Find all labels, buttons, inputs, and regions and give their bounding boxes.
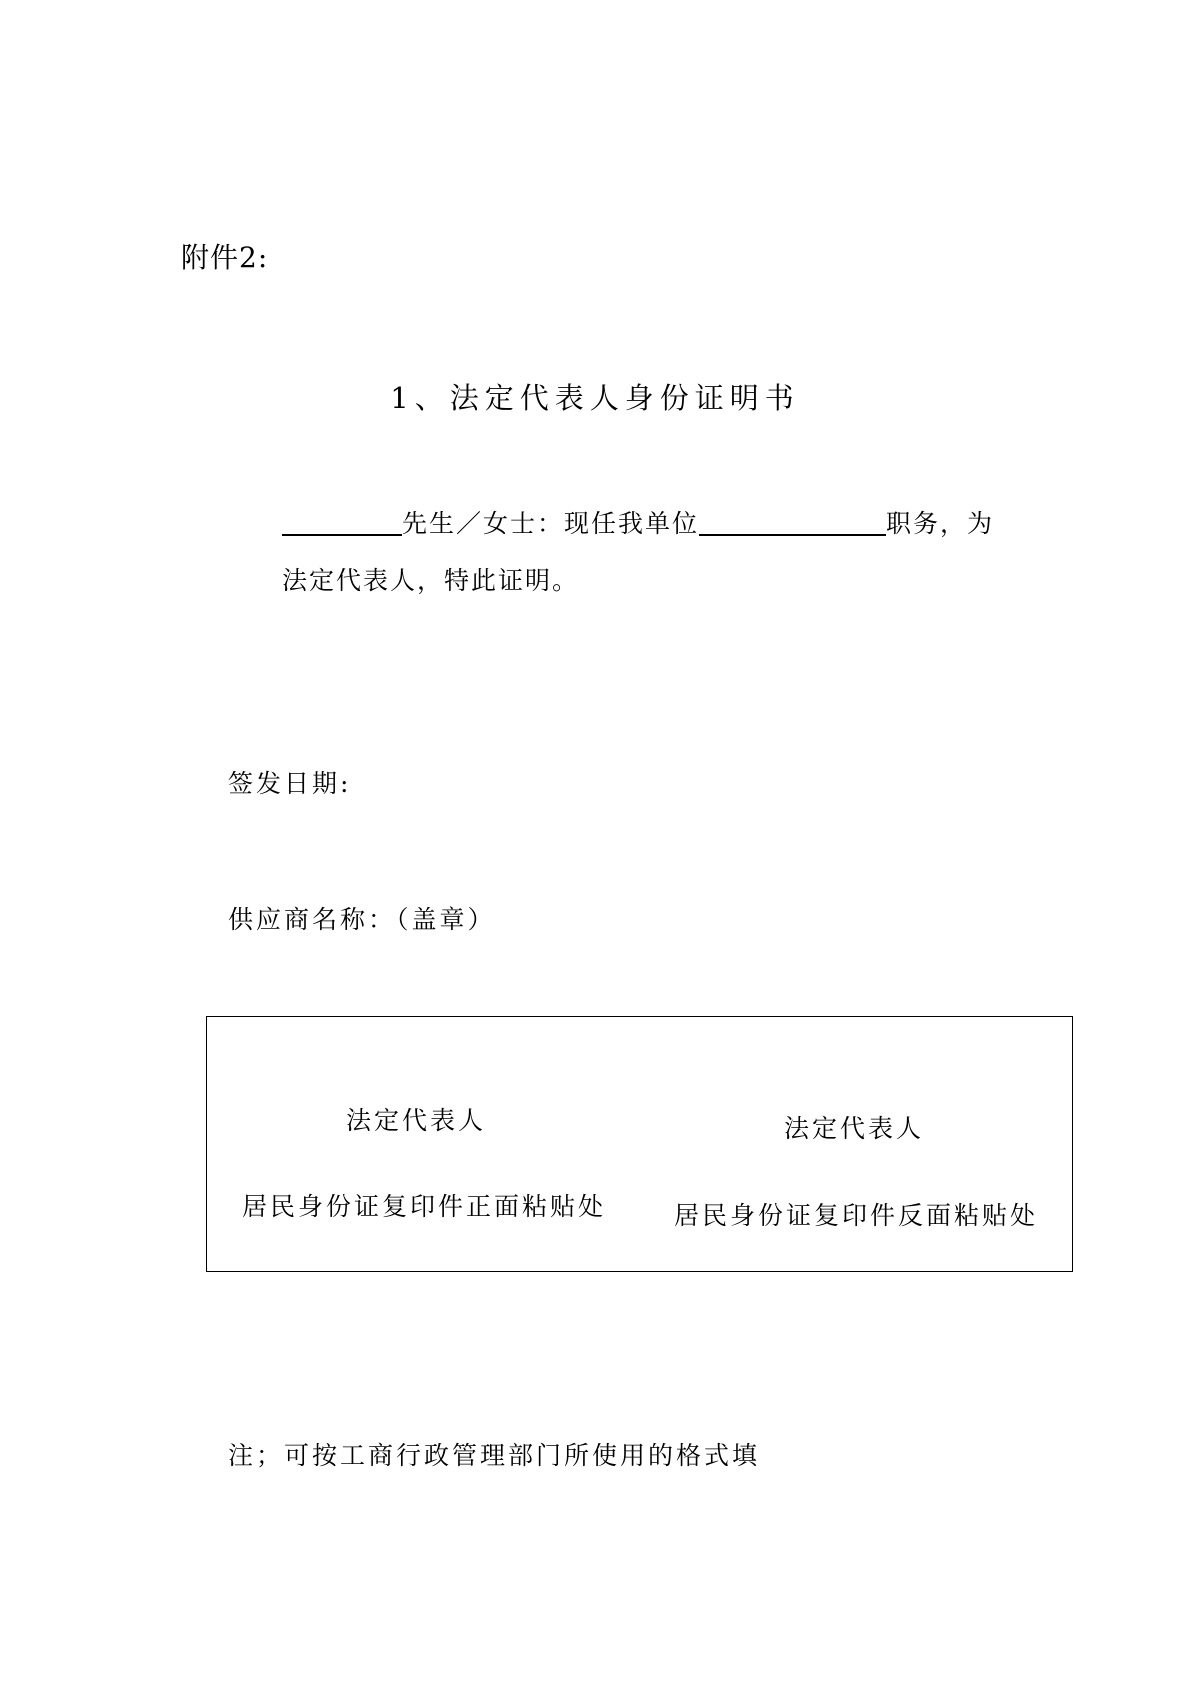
certification-line-2: 法定代表人，特此证明。	[282, 566, 580, 595]
certification-text-2: 职务，为	[886, 509, 995, 538]
attachment-label: 附件2:	[181, 241, 269, 274]
footnote: 注；可按工商行政管理部门所使用的格式填	[228, 1441, 761, 1470]
certification-line-1	[282, 504, 994, 540]
name-blank[interactable]	[282, 508, 402, 536]
position-blank[interactable]	[699, 508, 886, 536]
id-card-paste-box	[206, 1016, 1073, 1272]
certification-text-1: 先生／女士：现任我单位	[402, 509, 700, 538]
id-back-caption: 居民身份证复印件反面粘贴处	[674, 1201, 1039, 1230]
supplier-name-label: 供应商名称：（盖章）	[228, 905, 496, 934]
document-title: 1、法定代表人身份证明书	[390, 381, 800, 415]
id-front-title: 法定代表人	[346, 1106, 487, 1135]
id-front-caption: 居民身份证复印件正面粘贴处	[242, 1192, 607, 1221]
issue-date-label: 签发日期:	[228, 769, 352, 798]
id-back-title: 法定代表人	[784, 1114, 925, 1143]
